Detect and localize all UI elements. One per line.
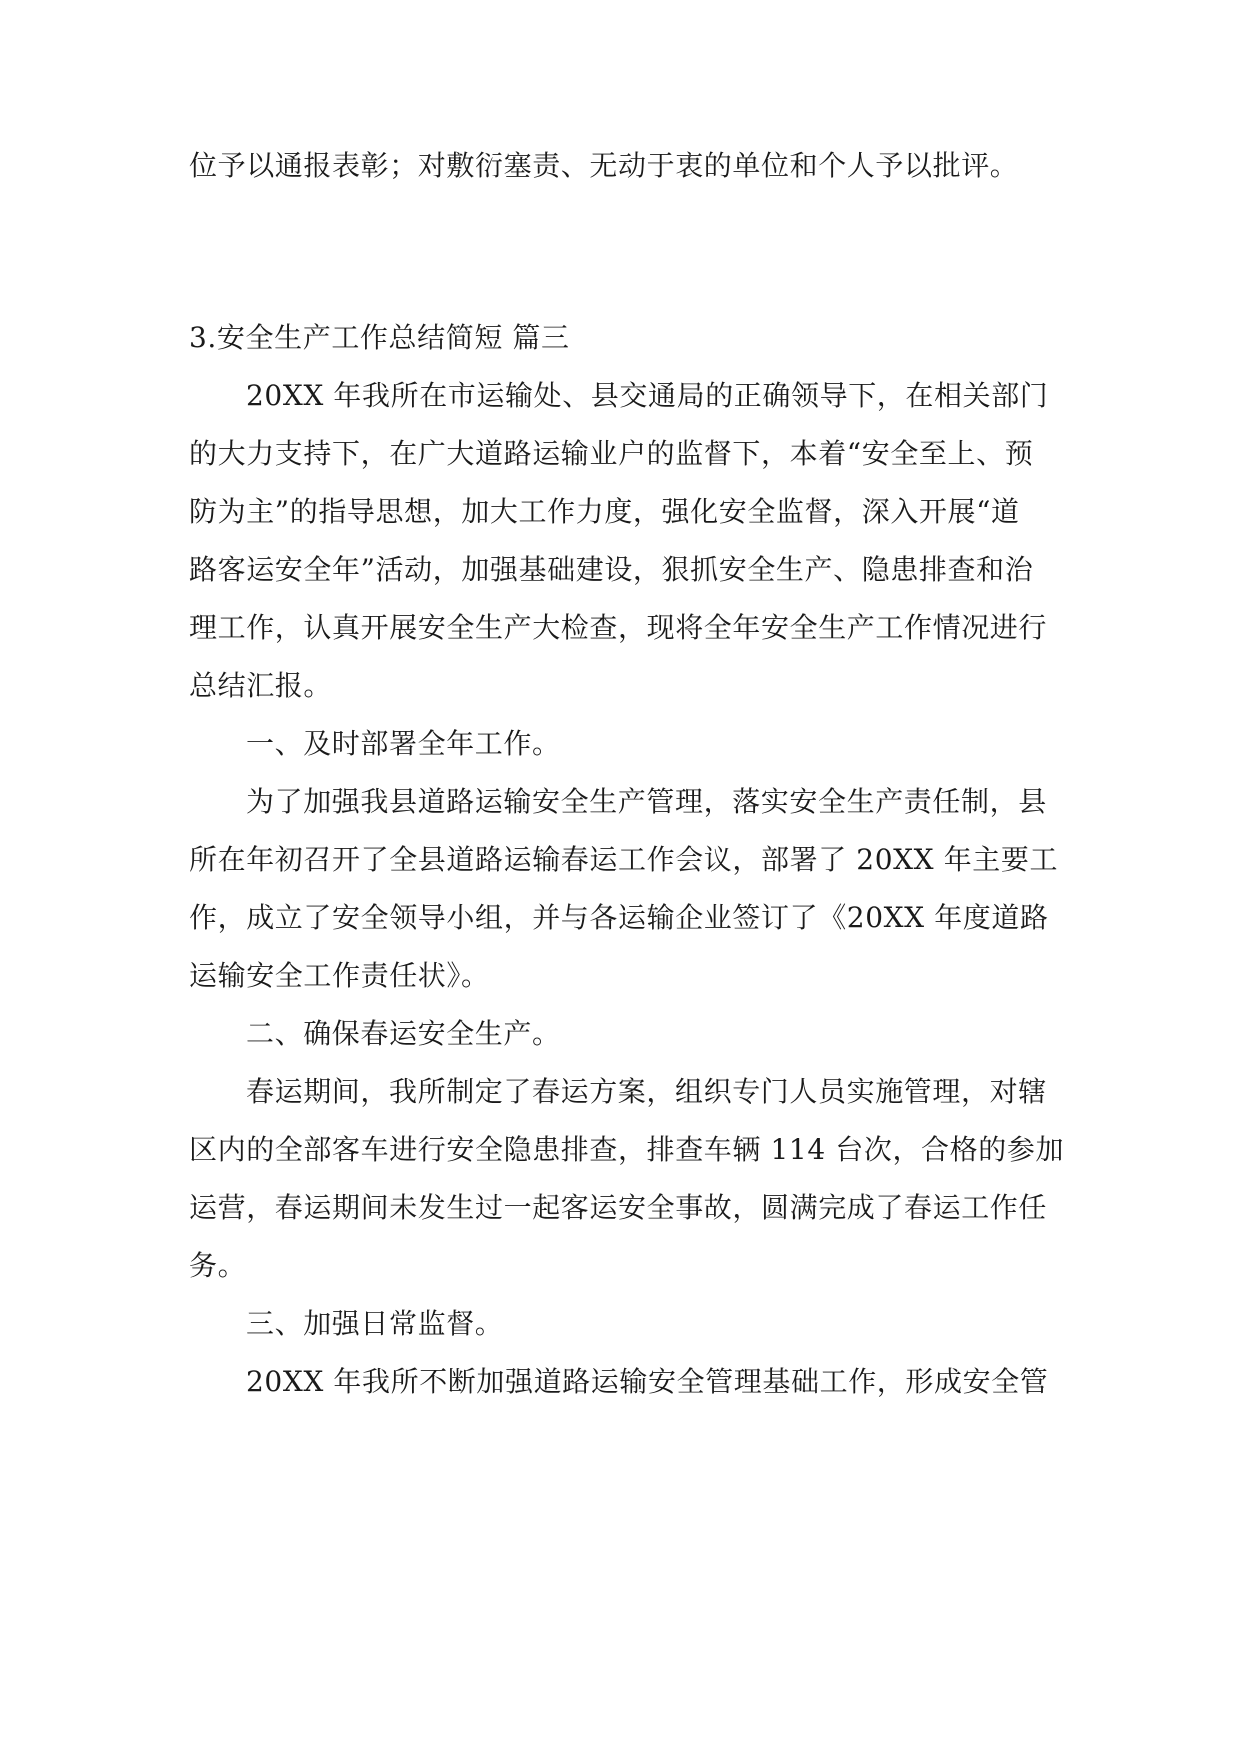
paragraph-line: 的大力支持下，在广大道路运输业户的监督下，本着“安全至上、预 — [189, 437, 1034, 470]
paragraph-line: 防为主”的指导思想，加大工作力度，强化安全监督，深入开展“道 — [189, 495, 1020, 528]
paragraph-line: 春运期间，我所制定了春运方案，组织专门人员实施管理，对辖 — [246, 1075, 1047, 1108]
section-heading: 3.安全生产工作总结简短 篇三 — [189, 321, 570, 354]
paragraph-line: 运输安全工作责任状》。 — [189, 959, 490, 992]
paragraph-line: 20XX 年我所不断加强道路运输安全管理基础工作，形成安全管 — [246, 1365, 1049, 1398]
paragraph-line: 位予以通报表彰；对敷衍塞责、无动于衷的单位和个人予以批评。 — [189, 149, 1019, 182]
subheading: 一、及时部署全年工作。 — [246, 727, 561, 760]
paragraph-line: 总结汇报。 — [189, 669, 333, 702]
paragraph-line: 理工作，认真开展安全生产大检查，现将全年安全生产工作情况进行 — [189, 611, 1048, 644]
subheading: 二、确保春运安全生产。 — [246, 1017, 561, 1050]
paragraph-line: 务。 — [189, 1249, 247, 1282]
paragraph-line: 所在年初召开了全县道路运输春运工作会议，部署了 20XX 年主要工 — [189, 843, 1059, 876]
paragraph-line: 20XX 年我所在市运输处、县交通局的正确领导下，在相关部门 — [246, 379, 1049, 412]
paragraph-line: 运营，春运期间未发生过一起客运安全事故，圆满完成了春运工作任 — [189, 1191, 1048, 1224]
paragraph-line: 路客运安全年”活动，加强基础建设，狠抓安全生产、隐患排查和治 — [189, 553, 1034, 586]
paragraph-line: 为了加强我县道路运输安全生产管理，落实安全生产责任制，县 — [246, 785, 1047, 818]
paragraph-line: 区内的全部客车进行安全隐患排查，排查车辆 114 台次，合格的参加 — [189, 1133, 1065, 1166]
paragraph-line: 作，成立了安全领导小组，并与各运输企业签订了《20XX 年度道路 — [189, 901, 1049, 934]
subheading: 三、加强日常监督。 — [246, 1307, 504, 1340]
